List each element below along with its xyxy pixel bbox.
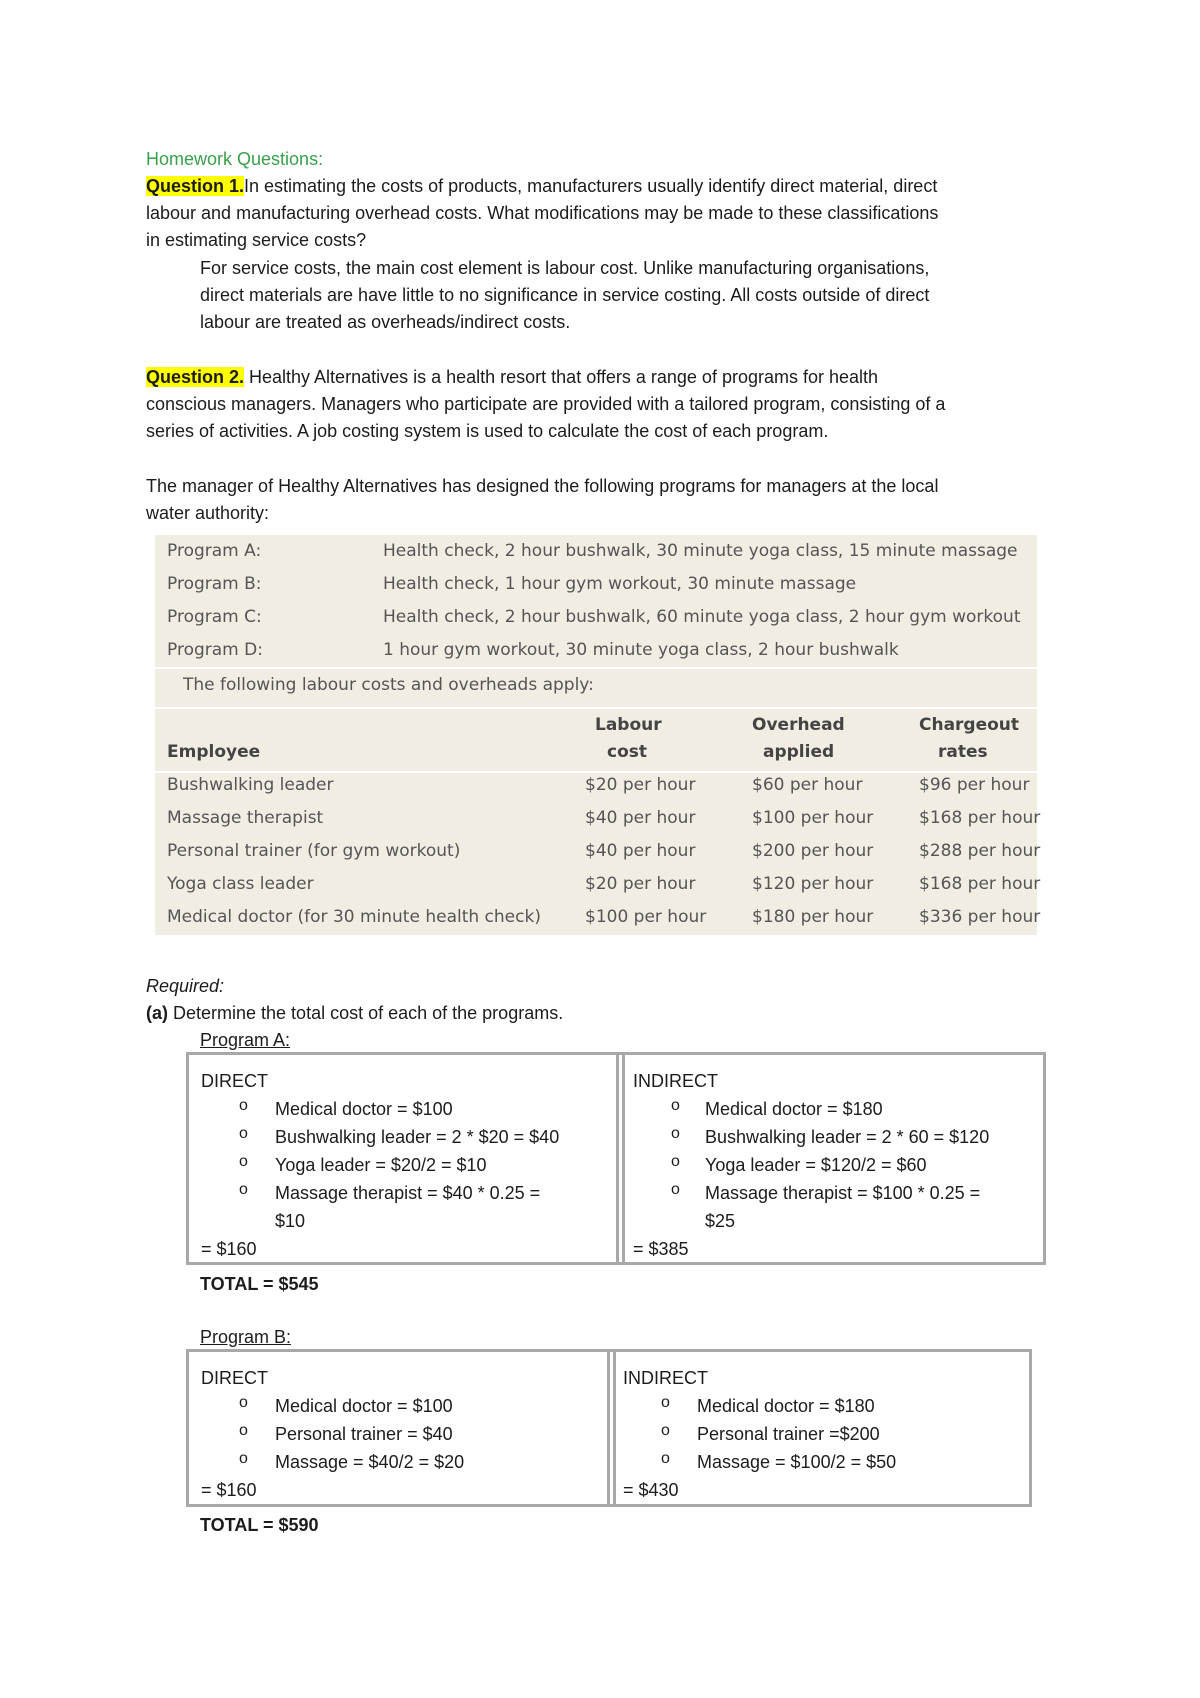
q1-answer-2: direct materials are have little to no significance in service costing. All costs outside of direct bbox=[200, 285, 930, 305]
employee-name: Yoga class leader bbox=[167, 874, 314, 894]
chargeout-rate: $288 per hour bbox=[919, 841, 1041, 861]
overhead-applied: $60 per hour bbox=[752, 775, 863, 795]
indirect-header: INDIRECT bbox=[623, 1368, 708, 1388]
col-header-overhead-2: applied bbox=[763, 742, 835, 762]
q1-line-2: labour and manufacturing overhead costs. What modifications may be made to these classifications bbox=[146, 203, 939, 223]
direct-header: DIRECT bbox=[201, 1368, 268, 1388]
chargeout-rate: $168 per hour bbox=[919, 808, 1041, 828]
bullet-icon: o bbox=[661, 1422, 670, 1439]
q2-line-1: Question 2. Healthy Alternatives is a health resort that offers a range of programs for health bbox=[146, 367, 879, 387]
table-divider bbox=[607, 1352, 610, 1504]
employee-name: Massage therapist bbox=[167, 808, 324, 828]
program-name: Program D: bbox=[167, 640, 263, 660]
indirect-item: Medical doctor = $180 bbox=[697, 1396, 875, 1416]
indirect-total: = $430 bbox=[623, 1480, 679, 1500]
program-desc: Health check, 2 hour bushwalk, 30 minute yoga class, 15 minute massage bbox=[383, 541, 1018, 561]
bullet-icon: o bbox=[239, 1153, 248, 1170]
program-desc: Health check, 1 hour gym workout, 30 minute massage bbox=[383, 574, 857, 594]
bullet-icon: o bbox=[671, 1153, 680, 1170]
program-a-title: Program A: bbox=[200, 1030, 291, 1050]
direct-item-wrap: $10 bbox=[275, 1211, 306, 1231]
labour-cost: $40 per hour bbox=[585, 841, 696, 861]
part-a: (a) Determine the total cost of each of the programs. bbox=[146, 1003, 564, 1023]
programs-figure bbox=[155, 535, 1041, 935]
q1-answer-1: For service costs, the main cost element is labour cost. Unlike manufacturing organisations, bbox=[200, 258, 930, 278]
chargeout-rate: $336 per hour bbox=[919, 907, 1041, 927]
col-header-labour-2: cost bbox=[607, 742, 648, 762]
direct-total: = $160 bbox=[201, 1480, 257, 1500]
figure-divider bbox=[155, 707, 1037, 709]
program-a-table bbox=[186, 1052, 1046, 1265]
col-header-charge-2: rates bbox=[938, 742, 988, 762]
q2-line-2: conscious managers. Managers who participate are provided with a tailored program, consisting of a bbox=[146, 394, 946, 414]
bullet-icon: o bbox=[239, 1097, 248, 1114]
indirect-item: Personal trainer =$200 bbox=[697, 1424, 880, 1444]
labour-cost: $20 per hour bbox=[585, 775, 696, 795]
direct-total: = $160 bbox=[201, 1239, 257, 1259]
bullet-icon: o bbox=[239, 1422, 248, 1439]
direct-item: Yoga leader = $20/2 = $10 bbox=[275, 1155, 487, 1175]
q1-answer-3: labour are treated as overheads/indirect costs. bbox=[200, 312, 571, 332]
required-label: Required: bbox=[146, 976, 225, 996]
bullet-icon: o bbox=[661, 1450, 670, 1467]
overhead-applied: $100 per hour bbox=[752, 808, 874, 828]
direct-item: Medical doctor = $100 bbox=[275, 1396, 453, 1416]
direct-item: Personal trainer = $40 bbox=[275, 1424, 453, 1444]
indirect-header: INDIRECT bbox=[633, 1071, 718, 1091]
heading: Homework Questions: bbox=[146, 149, 324, 169]
q2-label: Question 2. bbox=[146, 367, 245, 387]
q1-line-3: in estimating service costs? bbox=[146, 230, 367, 250]
program-name: Program A: bbox=[167, 541, 262, 561]
col-header-charge-1: Chargeout bbox=[919, 715, 1020, 735]
bullet-icon: o bbox=[671, 1125, 680, 1142]
bullet-icon: o bbox=[239, 1450, 248, 1467]
program-name: Program B: bbox=[167, 574, 262, 594]
program-a-total: TOTAL = $545 bbox=[200, 1274, 319, 1294]
indirect-item-wrap: $25 bbox=[705, 1211, 736, 1231]
q2-para-1: The manager of Healthy Alternatives has designed the following programs for managers at the local bbox=[146, 476, 939, 496]
direct-header: DIRECT bbox=[201, 1071, 268, 1091]
figure-divider bbox=[155, 771, 1037, 773]
employee-name: Bushwalking leader bbox=[167, 775, 334, 795]
indirect-total: = $385 bbox=[633, 1239, 689, 1259]
col-header-labour-1: Labour bbox=[595, 715, 662, 735]
employee-name: Medical doctor (for 30 minute health check) bbox=[167, 907, 541, 927]
bullet-icon: o bbox=[661, 1394, 670, 1411]
overhead-applied: $200 per hour bbox=[752, 841, 874, 861]
program-b-total: TOTAL = $590 bbox=[200, 1515, 319, 1535]
labour-cost: $40 per hour bbox=[585, 808, 696, 828]
direct-item: Massage = $40/2 = $20 bbox=[275, 1452, 465, 1472]
table-divider bbox=[622, 1055, 625, 1262]
program-b-title: Program B: bbox=[200, 1327, 292, 1347]
q1-label: Question 1. bbox=[146, 176, 245, 196]
overhead-applied: $120 per hour bbox=[752, 874, 874, 894]
direct-item: Bushwalking leader = 2 * $20 = $40 bbox=[275, 1127, 560, 1147]
program-desc: Health check, 2 hour bushwalk, 60 minute yoga class, 2 hour gym workout bbox=[383, 607, 1021, 627]
bullet-icon: o bbox=[239, 1394, 248, 1411]
bullet-icon: o bbox=[239, 1125, 248, 1142]
overhead-applied: $180 per hour bbox=[752, 907, 874, 927]
q2-line-3: series of activities. A job costing system is used to calculate the cost of each program. bbox=[146, 421, 829, 441]
program-name: Program C: bbox=[167, 607, 262, 627]
q1-line-1: Question 1.In estimating the costs of products, manufacturers usually identify direct material, direct bbox=[146, 176, 938, 196]
program-desc: 1 hour gym workout, 30 minute yoga class, 2 hour bushwalk bbox=[383, 640, 899, 660]
direct-item: Medical doctor = $100 bbox=[275, 1099, 453, 1119]
indirect-item: Massage = $100/2 = $50 bbox=[697, 1452, 897, 1472]
direct-item: Massage therapist = $40 * 0.25 = bbox=[275, 1183, 541, 1203]
figure-caption: The following labour costs and overheads apply: bbox=[183, 675, 594, 695]
bullet-icon: o bbox=[671, 1181, 680, 1198]
bullet-icon: o bbox=[239, 1181, 248, 1198]
chargeout-rate: $168 per hour bbox=[919, 874, 1041, 894]
labour-cost: $20 per hour bbox=[585, 874, 696, 894]
figure-divider bbox=[155, 667, 1037, 669]
labour-cost: $100 per hour bbox=[585, 907, 707, 927]
indirect-item: Bushwalking leader = 2 * 60 = $120 bbox=[705, 1127, 990, 1147]
indirect-item: Yoga leader = $120/2 = $60 bbox=[705, 1155, 927, 1175]
table-divider bbox=[613, 1352, 616, 1504]
col-header-overhead-1: Overhead bbox=[752, 715, 845, 735]
table-divider bbox=[616, 1055, 619, 1262]
col-header-employee: Employee bbox=[167, 742, 261, 762]
q2-para-2: water authority: bbox=[146, 503, 270, 523]
indirect-item: Massage therapist = $100 * 0.25 = bbox=[705, 1183, 981, 1203]
employee-name: Personal trainer (for gym workout) bbox=[167, 841, 461, 861]
bullet-icon: o bbox=[671, 1097, 680, 1114]
chargeout-rate: $96 per hour bbox=[919, 775, 1030, 795]
program-b-table bbox=[186, 1349, 1032, 1507]
indirect-item: Medical doctor = $180 bbox=[705, 1099, 883, 1119]
